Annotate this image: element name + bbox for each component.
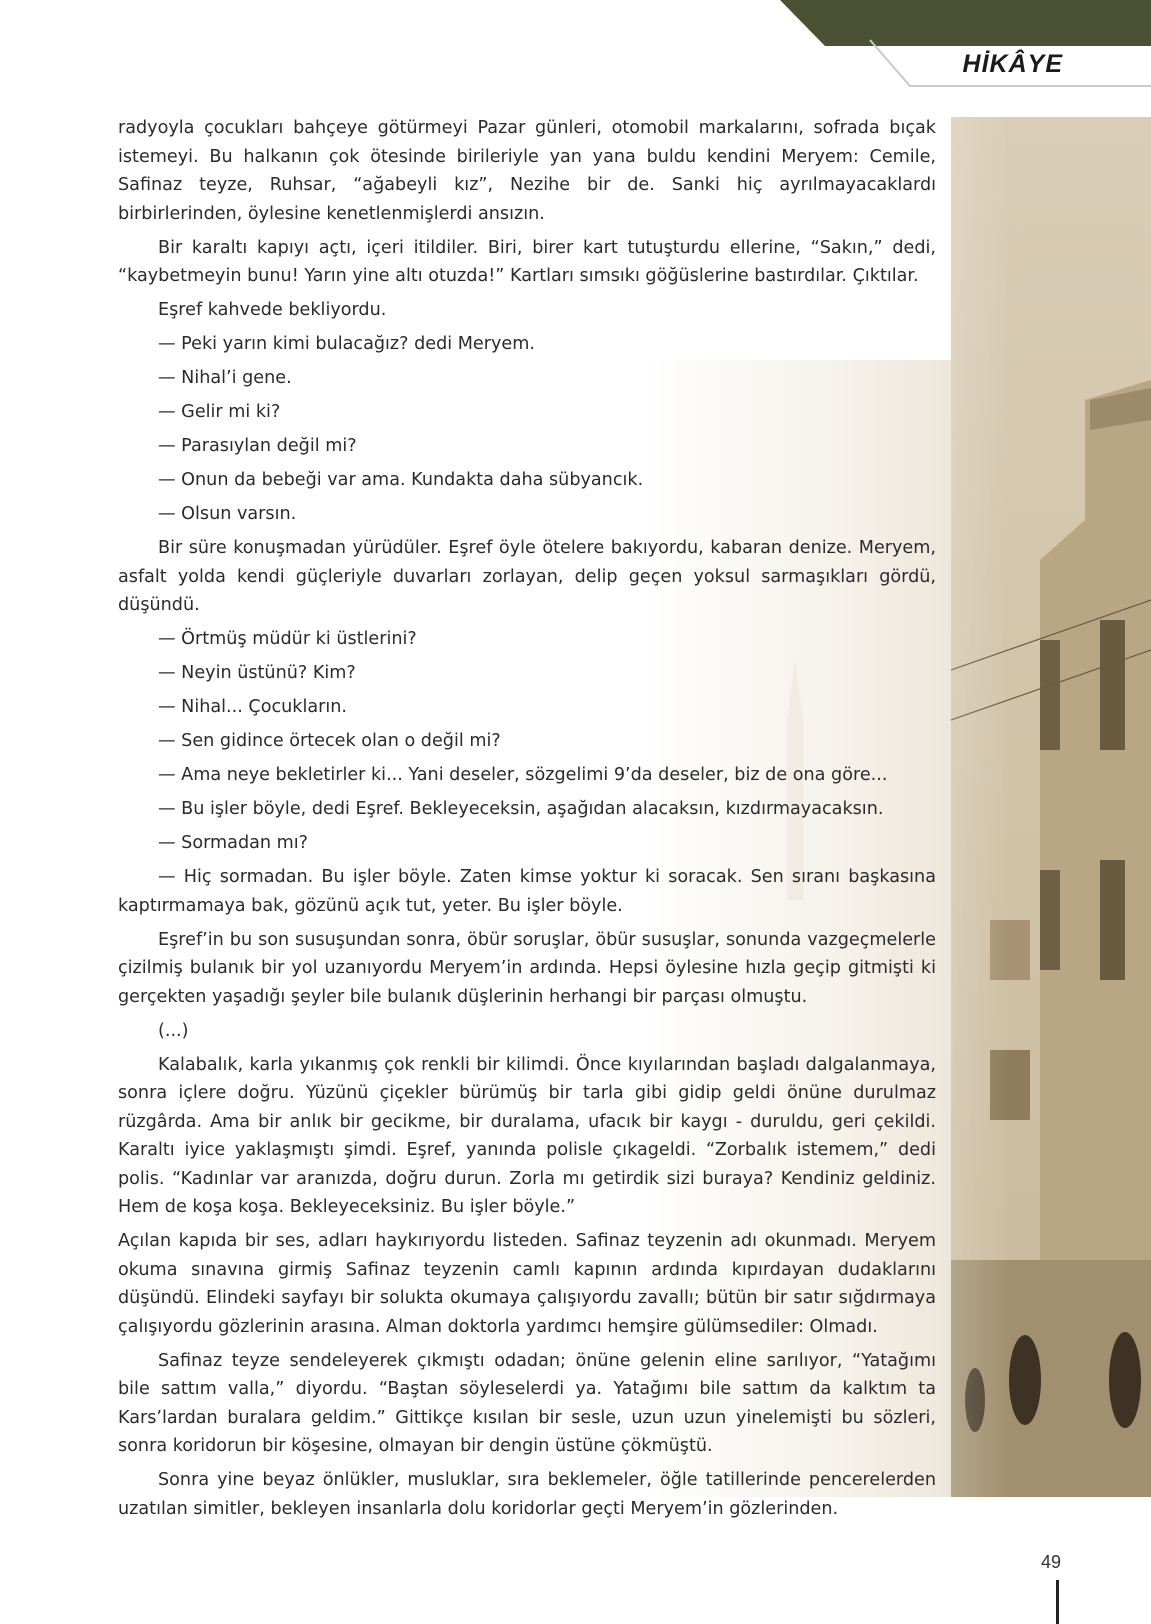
story-paragraph: Eşref’in bu son susuşundan sonra, öbür soruşlar, öbür susuşlar, sonunda vazgeçmelerle çizilmiş bulanık bir yol uzanıyordu Meryem’in ardında. Hepsi öylesine hızla geçip gitmişti ki gerçekten yaşadığı şeyler bile bulanık düşlerinin herhangi bir parçası olmuştu.	[118, 929, 936, 1007]
dialogue-line: — Bu işler böyle, dedi Eşref. Bekleyeceksin, aşağıdan alacaksın, kızdırmayacaksın.	[158, 799, 884, 819]
page-number: 49	[1041, 1552, 1062, 1572]
dialogue-line: — Parasıylan değil mi?	[158, 436, 357, 456]
story-paragraph: Açılan kapıda bir ses, adları haykırıyordu listeden. Safinaz teyzenin adı okunmadı. Meryem okuma sınavına girmiş Safinaz teyzenin camlı kapının ardında kıpırdayan dudaklarını düşündü. Elindeki sayfayı bir solukta okumaya çalışıyordu zavallı; bütün bir satır sığdırmaya çalışıyordu gözlerinin arasına. Alman doktorla yardımcı hemşire gülümsediler: Olmadı.	[118, 1231, 936, 1337]
story-text-column	[118, 114, 936, 1529]
story-paragraph: Eşref kahvede bekliyordu.	[158, 300, 387, 320]
dialogue-line: — Sen gidince örtecek olan o değil mi?	[158, 731, 501, 751]
dialogue-line: — Peki yarın kimi bulacağız? dedi Meryem.	[158, 334, 535, 354]
story-paragraph: radyoyla çocukları bahçeye götürmeyi Pazar günleri, otomobil markalarını, sofrada bıçak istemeyi. Bu halkanın çok ötesinde birileriyle yan yana buldu kendini Meryem: Cemile, Safinaz teyze, Ruhsar, “ağabeyli kız”, Nezihe bir de. Sanki hiç ayrılmayacaklardı birbirlerinden, öylesine kenetlenmişlerdi ansızın.	[118, 118, 936, 224]
story-paragraph: Bir süre konuşmadan yürüdüler. Eşref öyle ötelere bakıyordu, kabaran denize. Meryem, asfalt yolda kendi güçleriyle duvarları zorlayan, delip geçen yoksul sarmaşıkları gördü, düşündü.	[118, 538, 936, 615]
story-paragraph: Sonra yine beyaz önlükler, musluklar, sıra beklemeler, öğle tatillerinde pencerelerden uzatılan simitler, bekleyen insanlarla dolu koridorlar geçti Meryem’in gözlerinden.	[118, 1470, 936, 1519]
story-paragraph: Bir karaltı kapıyı açtı, içeri itildiler. Biri, birer kart tutuşturdu ellerine, “Sakın,” dedi, “kaybetmeyin bunu! Yarın yine altı otuzda!” Kartları sımsıkı göğüslerine bastırdılar. Çıktılar.	[118, 237, 936, 286]
page-number-rule	[1056, 1580, 1059, 1624]
dialogue-line: — Gelir mi ki?	[158, 402, 281, 422]
dialogue-line: — Neyin üstünü? Kim?	[158, 663, 356, 683]
dialogue-line: — Onun da bebeği var ama. Kundakta daha sübyancık.	[158, 470, 644, 490]
story-paragraph: Kalabalık, karla yıkanmış çok renkli bir kilimdi. Önce kıyılarından başladı dalgalanmaya, sonra içlere doğru. Yüzünü çiçekler bürümüş bir tarla gibi gidip geldi önüne durulmaz rüzgârda. Ama bir anlık bir gecikme, bir duralama, ufacık bir kaygı - duruldu, geri çekildi. Karaltı iyice yaklaşmıştı şimdi. Eşref, yanında polisle çıkageldi. “Zorbalık istemem,” dedi polis. “Kadınlar var aranızda, doğru durun. Zorla mı getirdik sizi buraya? Kendiniz geldiniz. Hem de koşa koşa. Bekleyeceksiniz. Bu işler böyle.”	[118, 1054, 936, 1217]
dialogue-line: — Nihal... Çocukların.	[158, 697, 348, 717]
dialogue-line: — Sormadan mı?	[158, 833, 309, 853]
story-paragraph: — Hiç sormadan. Bu işler böyle. Zaten kimse yoktur ki soracak. Sen sıranı başkasına kaptırmamaya bak, gözünü açık tut, yeter. Bu işler böyle.	[118, 867, 936, 916]
dialogue-line: — Ama neye bekletirler ki... Yani deseler, sözgelimi 9’da deseler, biz de ona göre...	[158, 765, 888, 785]
dialogue-line: — Olsun varsın.	[158, 504, 297, 524]
dialogue-line: (...)	[158, 1020, 189, 1041]
dialogue-line: — Nihal’i gene.	[158, 368, 292, 388]
dialogue-line: — Örtmüş müdür ki üstlerini?	[158, 629, 417, 649]
section-title: HİKÂYE	[962, 50, 1063, 78]
story-paragraph: Safinaz teyze sendeleyerek çıkmıştı odadan; önüne gelenin eline sarılıyor, “Yatağımı bile sattım valla,” diyordu. “Baştan söyleselerdi ya. Yatağımı bile sattım da kalktım ta Kars’lardan buralara geldim.” Gittikçe kısılan bir sesle, uzun uzun yinelemişti bu sözleri, sonra koridorun bir köşesine, olmayan bir dengin üstüne çökmüştü.	[118, 1350, 936, 1456]
